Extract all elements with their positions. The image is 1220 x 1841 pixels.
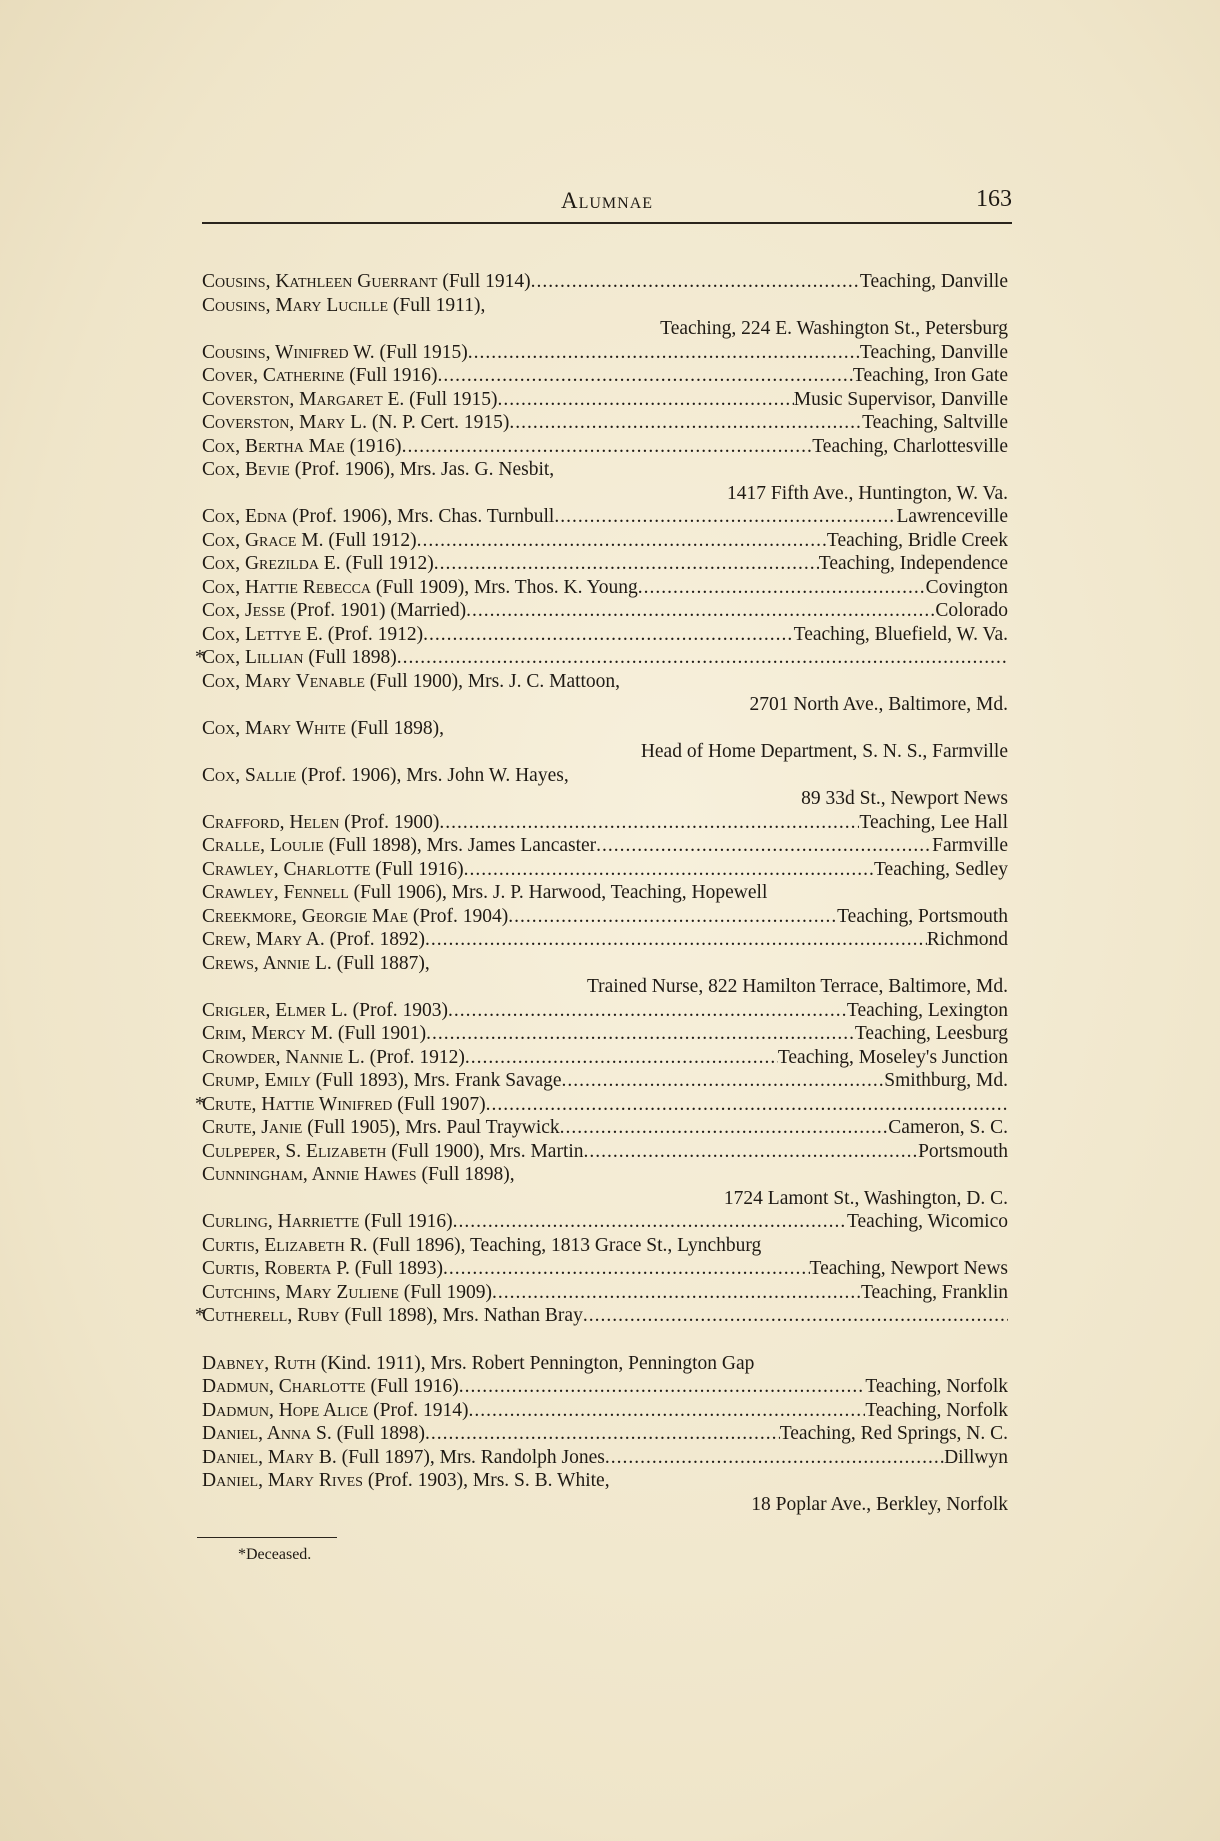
alumna-name: Crew, Mary A. [202,929,325,950]
alumna-name: Crawley, Fennell [202,882,349,903]
alumna-name: Daniel, Mary Rives [202,1470,363,1491]
continuation-text: Teaching, 224 E. Washington St., Petersburg [660,318,1008,339]
alumna-details: (Full 1912) [323,529,417,551]
alumna-name: Crute, Janie [202,1117,303,1138]
alumna-details: (Full 1905), Mrs. Paul Traywick [302,1117,560,1138]
dot-leader [425,928,927,952]
dot-leader [417,529,827,553]
alumna-entry [195,1304,1008,1328]
alumna-location: Teaching, Newport News [809,1258,1008,1279]
deceased-marker: * [195,1093,205,1115]
alumna-location: Teaching, Wicomico [846,1211,1008,1232]
alumna-details: (Prof. 1901) (Married) [285,600,467,621]
entry-continuation [202,1187,1008,1211]
alumna-name: Cutchins, Mary Zuliene [202,1281,399,1303]
alumna-details: (Prof. 1904) [408,905,509,927]
alumna-name: Cralle, Loulie [202,835,324,856]
alumna-details: (Full 1906), Mrs. J. P. Harwood, Teaching, Hopewell [348,882,768,903]
alumna-location: Teaching, Norfolk [865,1399,1008,1421]
alumna-entry [202,599,1008,623]
alumna-entry [202,458,1008,482]
alumna-entry [202,1140,1008,1164]
running-header [202,188,1012,224]
alumna-entry [202,1281,1008,1305]
alumna-location: Colorado [935,600,1008,621]
continuation-text: 2701 North Ave., Baltimore, Md. [749,694,1008,715]
dot-leader [434,552,819,576]
alumna-details: (Full 1887), [331,952,430,974]
entry-continuation [202,482,1008,506]
dot-leader [402,435,813,459]
alumna-name: Crews, Annie L. [202,952,332,974]
alumna-details: (Full 1898), [345,717,444,739]
alumna-details: (Prof. 1900) [339,811,440,833]
alumna-location: Teaching, Portsmouth [837,905,1008,927]
alumna-entry [202,552,1008,576]
alumna-details: (Prof. 1903) [347,999,448,1021]
section-gap [202,1328,1008,1352]
dot-leader [508,905,837,929]
dot-leader [397,646,1008,670]
alumna-details: (Full 1900), Mrs. J. C. Mattoon, [364,670,621,692]
dot-leader [638,576,926,600]
alumna-name: Cousins, Winifred W. [202,341,375,363]
alumna-location: Teaching, Danville [859,271,1008,292]
alumna-name: Cox, Grezilda E. [202,553,341,574]
entry-continuation [202,317,1008,341]
alumna-entry [202,764,1008,788]
alumna-name: Cover, Catherine [202,365,345,386]
alumna-name: Crim, Mercy M. [202,1023,333,1044]
alumna-entry [202,1422,1008,1446]
entry-continuation [202,975,1008,999]
alumna-entry [202,1234,1008,1258]
alumna-location: Teaching, Charlottesville [812,435,1008,457]
dot-leader [437,364,852,388]
alumna-details: (Prof. 1906), Mrs. John W. Hayes, [296,764,569,786]
alumna-details: (Prof. 1892) [324,929,425,950]
dot-leader [468,341,860,365]
dot-leader [584,1140,919,1164]
alumna-name: Crafford, Helen [202,811,340,833]
alumna-location: Teaching, Leesburg [854,1023,1008,1044]
alumna-details: (Full 1901) [332,1023,427,1044]
alumna-entry [202,529,1008,553]
alumna-details: (Kind. 1911), Mrs. Robert Pennington, Pennington Gap [315,1352,755,1374]
alumna-name: Cox, Edna [202,506,288,527]
alumna-location: Teaching, Iron Gate [852,365,1008,386]
alumna-name: Crigler, Elmer L. [202,999,348,1021]
alumna-details: (Full 1898), Mrs. Nathan Bray [339,1305,583,1326]
dot-leader [509,411,862,435]
alumna-details: (Full 1916) [359,1211,453,1232]
alumna-entry [202,905,1008,929]
alumna-details: (Full 1907) [392,1093,486,1115]
alumna-name: Cousins, Mary Lucille [202,294,388,316]
entry-continuation [202,740,1008,764]
deceased-marker: * [195,647,205,668]
alumna-details: (Full 1893), Mrs. Frank Savage [310,1070,562,1091]
alumna-location: Cameron, S. C. [888,1117,1008,1138]
alumna-location: Teaching, Red Springs, N. C. [779,1423,1008,1444]
alumna-location: Teaching, Moseley's Junction [777,1046,1008,1068]
alumna-details: (Full 1911), [388,294,486,316]
dot-leader [423,623,794,647]
alumna-name: Dabney, Ruth [202,1352,316,1374]
alumna-details: (Full 1897), Mrs. Randolph Jones [336,1446,605,1468]
dot-leader [439,811,859,835]
alumna-entry [202,999,1008,1023]
entry-continuation [202,787,1008,811]
dot-leader [605,1446,944,1470]
alumna-entry [202,1069,1008,1093]
alumna-entry [202,834,1008,858]
footnote-rule [197,1537,337,1538]
alumna-details: (Prof. 1906), Mrs. Chas. Turnbull [287,506,555,527]
dot-leader [459,1375,866,1399]
alumna-name: Cox, Bertha Mae [202,435,345,457]
alumna-location: Teaching, Lee Hall [859,811,1008,833]
alumna-details: (Full 1914) [437,271,531,292]
alumna-entry [202,1257,1008,1281]
dot-leader [453,1210,847,1234]
alumna-details: (Full 1909), Mrs. Thos. K. Young [371,576,638,598]
alumna-name: Cox, Lillian [202,647,304,668]
dot-leader [465,1046,778,1070]
alumna-entry [202,270,1008,294]
alumna-name: Coverston, Mary L. [202,412,367,433]
alumna-entry [202,1046,1008,1070]
alumna-entry [202,435,1008,459]
alumna-entry [202,364,1008,388]
dot-leader [486,1093,1008,1117]
alumna-name: Curtis, Roberta P. [202,1258,350,1279]
alumna-details: (Full 1915) [374,341,468,363]
dot-leader [560,1116,889,1140]
alumna-details: (Full 1893) [349,1258,444,1279]
alumna-name: Cox, Mary White [202,717,346,739]
alumna-details: (Full 1909) [398,1281,493,1303]
alumna-entry [202,1352,1008,1376]
continuation-text: Head of Home Department, S. N. S., Farmville [640,741,1008,762]
alumna-location: Lawrenceville [896,506,1008,527]
alumna-details: (Prof. 1912) [322,623,424,645]
alumna-details: (Full 1898) [331,1423,425,1444]
alumna-entry [202,1163,1008,1187]
alumna-entry [202,928,1008,952]
alumna-details: (Full 1898) [303,647,397,668]
alumna-name: Daniel, Mary B. [202,1446,337,1468]
alumna-details: (1916) [344,435,402,457]
alumna-name: Cox, Mary Venable [202,670,365,692]
alumna-details: (Full 1900), Mrs. Martin [386,1140,584,1162]
alumna-details: (Prof. 1912) [364,1046,465,1068]
page-number: 163 [976,186,1012,212]
dot-leader [596,834,932,858]
alumna-name: Cox, Bevie [202,459,290,480]
alumna-entry [202,717,1008,741]
alumna-entry [202,1210,1008,1234]
alumna-entry [202,1116,1008,1140]
alumna-entry [195,646,1008,670]
footnote: *Deceased. [238,1546,312,1563]
alumna-name: Crute, Hattie Winifred [202,1093,393,1115]
alumna-details: (Full 1898), [416,1164,515,1185]
dot-leader [583,1304,1008,1328]
alumna-name: Dadmun, Hope Alice [202,1399,369,1421]
alumna-name: Cox, Grace M. [202,529,324,551]
alumna-entry [202,623,1008,647]
alumna-name: Crowder, Nannie L. [202,1046,365,1068]
continuation-text: 1417 Fifth Ave., Huntington, W. Va. [727,482,1008,504]
alumna-location: Music Supervisor, Danville [793,388,1008,410]
alumna-location: Teaching, Independence [818,553,1008,574]
alumna-details: (Full 1898), Mrs. James Lancaster [323,835,597,856]
alumna-entry [202,858,1008,882]
alumna-details: (Full 1916) [344,365,438,386]
alumnae-list [195,270,1008,1516]
alumna-location: Richmond [926,929,1008,950]
alumna-details: (Prof. 1914) [368,1399,469,1421]
alumna-entry [202,811,1008,835]
alumna-entry [195,1093,1008,1117]
alumna-location: Teaching, Danville [859,341,1008,363]
alumna-details: (N. P. Cert. 1915) [366,412,510,433]
dot-leader [497,388,793,412]
alumna-name: Culpeper, S. Elizabeth [202,1140,387,1162]
dot-leader [448,999,847,1023]
dot-leader [468,1399,865,1423]
alumna-location: Dillwyn [944,1446,1008,1468]
alumna-entry [202,1375,1008,1399]
dot-leader [443,1257,810,1281]
continuation-text: 1724 Lamont St., Washington, D. C. [723,1187,1008,1209]
alumna-name: Cox, Jesse [202,600,286,621]
alumna-entry [202,576,1008,600]
alumna-location: Teaching, Lexington [846,999,1008,1021]
alumna-details: (Full 1915) [404,388,498,410]
alumna-details: (Full 1916) [370,858,464,880]
alumna-entry [202,505,1008,529]
alumna-details: (Full 1912) [340,553,434,574]
dot-leader [554,505,896,529]
alumna-name: Coverston, Margaret E. [202,388,405,410]
entry-continuation [202,1493,1008,1517]
alumna-name: Creekmore, Georgie Mae [202,905,409,927]
alumna-location: Covington [925,576,1008,598]
alumna-entry [202,952,1008,976]
alumna-name: Cunningham, Annie Hawes [202,1164,417,1185]
alumna-location: Teaching, Saltville [862,412,1008,433]
alumna-name: Cox, Hattie Rebecca [202,576,372,598]
alumna-entry [202,881,1008,905]
alumna-name: Dadmun, Charlotte [202,1376,366,1397]
alumna-name: Cox, Lettye E. [202,623,323,645]
dot-leader [531,270,860,294]
continuation-text: Trained Nurse, 822 Hamilton Terrace, Baltimore, Md. [586,976,1008,997]
alumna-entry [202,411,1008,435]
alumna-name: Curtis, Elizabeth R. [202,1234,368,1256]
alumna-entry [202,1446,1008,1470]
alumna-entry [202,341,1008,365]
dot-leader [466,599,935,623]
running-title: Alumnae [560,188,654,213]
dot-leader [464,858,874,882]
alumna-name: Cox, Sallie [202,764,297,786]
entry-continuation [202,693,1008,717]
alumna-location: Teaching, Bridle Creek [826,529,1008,551]
dot-leader [426,1022,855,1046]
continuation-text: 18 Poplar Ave., Berkley, Norfolk [751,1493,1008,1515]
alumna-name: Crump, Emily [202,1070,311,1091]
alumna-entry [202,388,1008,412]
alumna-details: (Prof. 1906), Mrs. Jas. G. Nesbit, [289,459,555,480]
alumna-entry [202,1022,1008,1046]
deceased-marker: * [195,1305,205,1326]
alumna-location: Teaching, Norfolk [865,1376,1008,1397]
alumna-details: (Prof. 1903), Mrs. S. B. White, [362,1470,610,1491]
alumna-location: Teaching, Franklin [860,1281,1008,1303]
alumna-location: Smithburg, Md. [884,1070,1008,1091]
alumna-name: Cousins, Kathleen Guerrant [202,271,438,292]
alumna-location: Teaching, Bluefield, W. Va. [793,623,1008,645]
alumna-details: (Full 1916) [365,1376,459,1397]
alumna-details: (Full 1896), Teaching, 1813 Grace St., Lynchburg [367,1234,762,1256]
dot-leader [425,1422,780,1446]
alumna-entry [202,1469,1008,1493]
alumna-location: Farmville [932,835,1008,856]
alumna-entry [202,670,1008,694]
alumna-name: Curling, Harriette [202,1211,360,1232]
continuation-text: 89 33d St., Newport News [801,788,1008,809]
alumna-entry [202,1399,1008,1423]
alumna-name: Cutherell, Ruby [202,1305,340,1326]
alumna-location: Portsmouth [918,1140,1008,1162]
dot-leader [492,1281,861,1305]
alumna-name: Daniel, Anna S. [202,1423,332,1444]
alumna-location: Teaching, Sedley [873,858,1008,880]
alumna-name: Crawley, Charlotte [202,858,371,880]
alumna-entry [202,294,1008,318]
dot-leader [562,1069,885,1093]
